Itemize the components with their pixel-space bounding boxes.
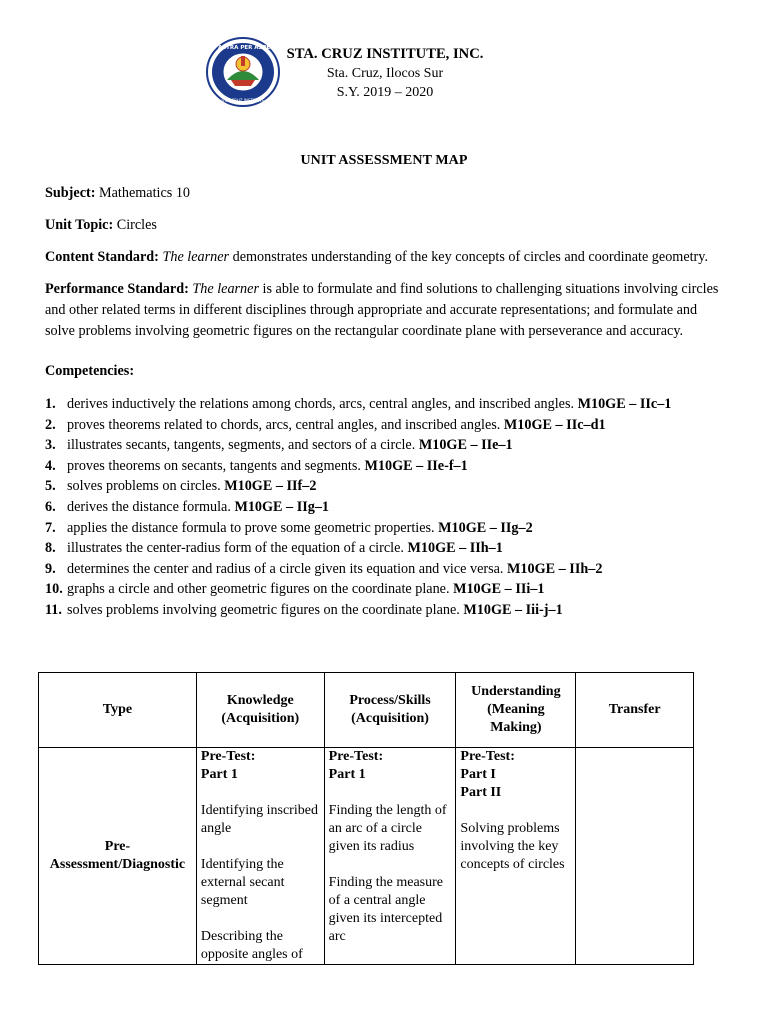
document-header [205,36,685,106]
competency-item: 6. derives the distance formula. M10GE – IIg–1 [45,498,330,515]
content-standard-lead: The learner [162,249,230,265]
seal-founded: FOUNDED 1962 [229,90,257,94]
header-transfer: Transfer [576,673,694,748]
topic-label: Unit Topic: [45,217,114,233]
understanding-cell: Pre-Test: Part I Part II Solving problems involving the key concepts of circles [456,748,576,965]
page-title: UNIT ASSESSMENT MAP [300,153,468,168]
content-standard [45,247,725,268]
competency-item: 11. solves problems involving geometric figures on the coordinate plane. M10GE – Iii-j–1 [45,601,563,618]
document-body [45,183,725,621]
school-year: S.Y. 2019 – 2020 [336,85,434,100]
school-seal-logo [205,36,281,108]
header-knowledge: Knowledge (Acquisition) [196,673,324,748]
content-standard-label: Content Standard: [45,249,159,265]
seal-motto: AD ASTRA PER ASPERA [207,45,279,51]
topic-value: Circles [116,217,157,233]
competency-item: 8. illustrates the center-radius form of the equation of a circle. M10GE – IIh–1 [45,540,503,557]
competency-item: 4. proves theorems on secants, tangents and segments. M10GE – IIe-f–1 [45,457,468,474]
school-address: Sta. Cruz, Ilocos Sur [326,66,444,81]
competency-item: 2. proves theorems related to chords, arcs, central angles, and inscribed angles. M10GE – IIc–d1 [45,416,606,433]
competency-item: 5. solves problems on circles. M10GE – IIf–2 [45,478,317,495]
seal-bottom-text: STA. CRUZ INSTITUTE [221,98,265,103]
performance-standard-label: Performance Standard: [45,281,189,297]
performance-standard-lead: The learner [192,281,259,297]
process-cell: Pre-Test: Part 1 Finding the length of an arc of a circle given its radius Finding the measure of a central angle given its intercepted arc [324,748,456,965]
competencies-list [45,394,725,621]
subject-line [45,183,725,204]
subject-label: Subject: [45,185,96,201]
topic-line [45,215,725,236]
competency-item: 3. illustrates secants, tangents, segments, and sectors of a circle. M10GE – IIe–1 [45,437,513,454]
school-info [285,45,485,102]
competency-item: 1. derives inductively the relations among chords, arcs, central angles, and inscribed angles. M10GE – IIc–1 [45,396,672,412]
header-understanding: Understanding (Meaning Making) [456,673,576,748]
knowledge-cell: Pre-Test: Part 1 Identifying inscribed angle Identifying the external secant segment Describing the opposite angles of [196,748,324,965]
header-process: Process/Skills (Acquisition) [324,673,456,748]
performance-standard-text: is able to formulate and find solutions to challenging situations involving circles and other related terms in different disciplines through appropriate and accurate representations; and formulate and solve problems involving geometric figures on the rectangular coordinate plane with perseverance and accuracy. [45,281,719,339]
subject-value: Mathematics 10 [99,185,191,201]
type-cell: Pre-Assessment/Diagnostic [39,748,197,965]
performance-standard [45,279,725,342]
content-standard-text: demonstrates understanding of the key concepts of circles and coordinate geometry. [229,249,709,265]
competency-item: 10. graphs a circle and other geometric figures on the coordinate plane. M10GE – IIi–1 [45,581,545,598]
table-header-row [39,673,694,748]
competency-item: 9. determines the center and radius of a circle given its equation and vice versa. M10GE – IIh–2 [45,560,603,577]
school-name: STA. CRUZ INSTITUTE, INC. [286,46,484,62]
competency-item: 7. applies the distance formula to prove some geometric properties. M10GE – IIg–2 [45,519,533,536]
competencies-heading: Competencies: [45,363,135,379]
transfer-cell [576,748,694,965]
header-type: Type [39,673,197,748]
table-row [39,748,694,965]
assessment-map-table [38,672,694,965]
